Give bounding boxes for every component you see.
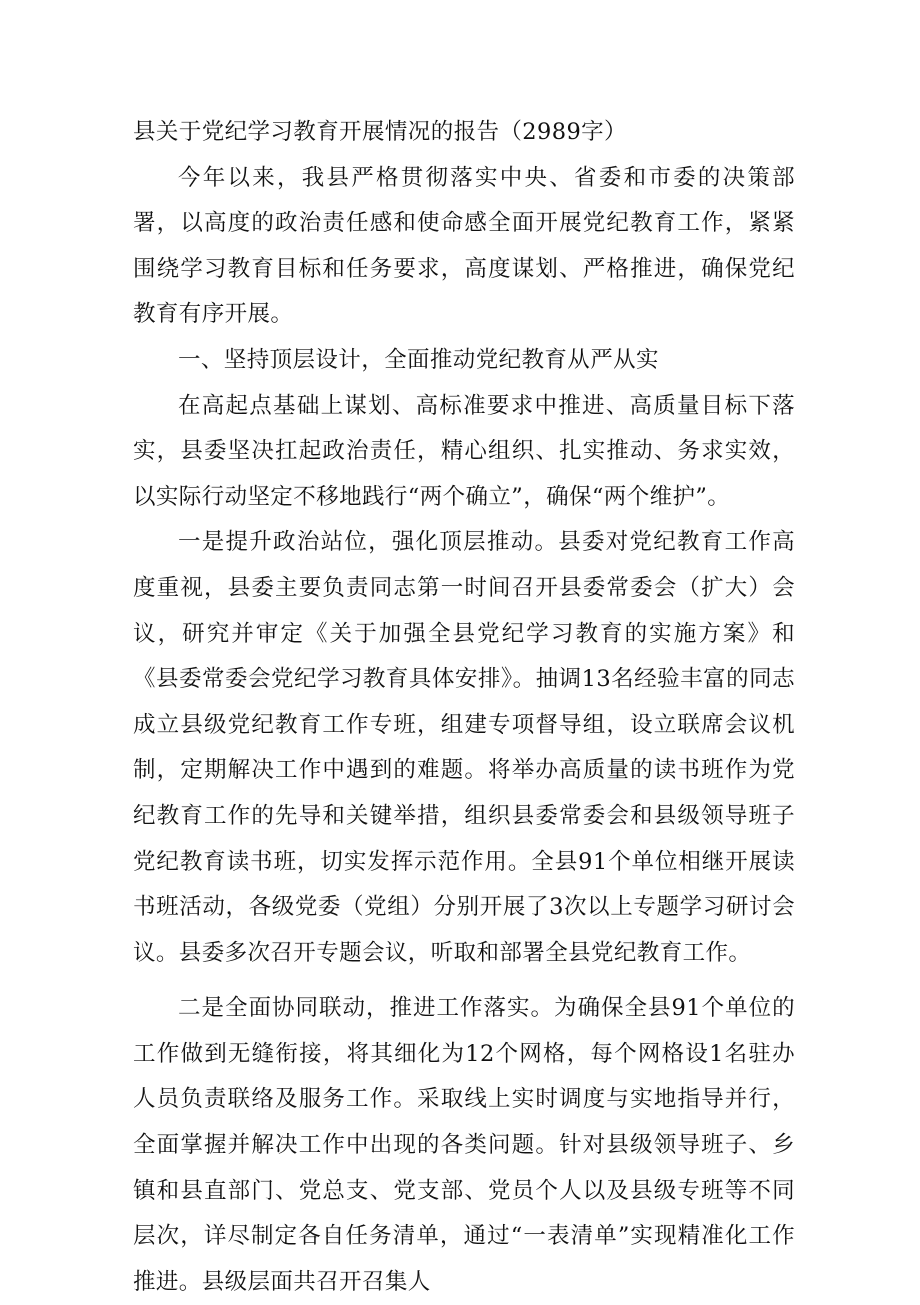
- document-body: [133, 110, 795, 1305]
- point-2-paragraph: 二是全面协同联动，推进工作落实。为确保全县91个单位的工作做到无缝衔接，将其细化为12个网格，每个网格设1名驻办人员负责联络及服务工作。采取线上实时调度与实地指导并行，全面掌握并解决工作中出现的各类问题。针对县级领导班子、乡镇和县直部门、党总支、党支部、党员个人以及县级专班等不同层次，详尽制定各自任务清单，通过“一表清单”实现精准化工作推进。县级层面共召开召集人: [133, 995, 795, 1295]
- paragraph-spacer: [133, 976, 795, 986]
- point-1-paragraph: 一是提升政治站位，强化顶层推动。县委对党纪教育工作高度重视，县委主要负责同志第一时间召开县委常委会（扩大）会议，研究并审定《关于加强全县党纪学习教育的实施方案》和《县委常委会党纪学习教育具体安排》。抽调13名经验丰富的同志成立县级党纪教育工作专班，组建专项督导组，设立联席会议机制，定期解决工作中遇到的难题。将举办高质量的读书班作为党纪教育工作的先导和关键举措，组织县委常委会和县级领导班子党纪教育读书班，切实发挥示范作用。全县91个单位相继开展读书班活动，各级党委（党组）分别开展了3次以上专题学习研讨会议。县委多次召开专题会议，听取和部署全县党纪教育工作。: [133, 529, 795, 966]
- document-title: 县关于党纪学习教育开展情况的报告（2989字）: [133, 119, 627, 145]
- section-heading-1: 一、坚持顶层设计，全面推动党纪教育从严从实: [178, 346, 659, 373]
- intro-paragraph: 今年以来，我县严格贯彻落实中央、省委和市委的决策部署，以高度的政治责任感和使命感全面开展党纪教育工作，紧紧围绕学习教育目标和任务要求，高度谋划、严格推进，确保党纪教育有序开展。: [133, 164, 795, 328]
- section-1-intro-paragraph: 在高起点基础上谋划、高标准要求中推进、高质量目标下落实，县委坚决扛起政治责任，精心组织、扎实推动、务求实效，以实际行动坚定不移地践行“两个确立”，确保“两个维护”。: [133, 392, 795, 510]
